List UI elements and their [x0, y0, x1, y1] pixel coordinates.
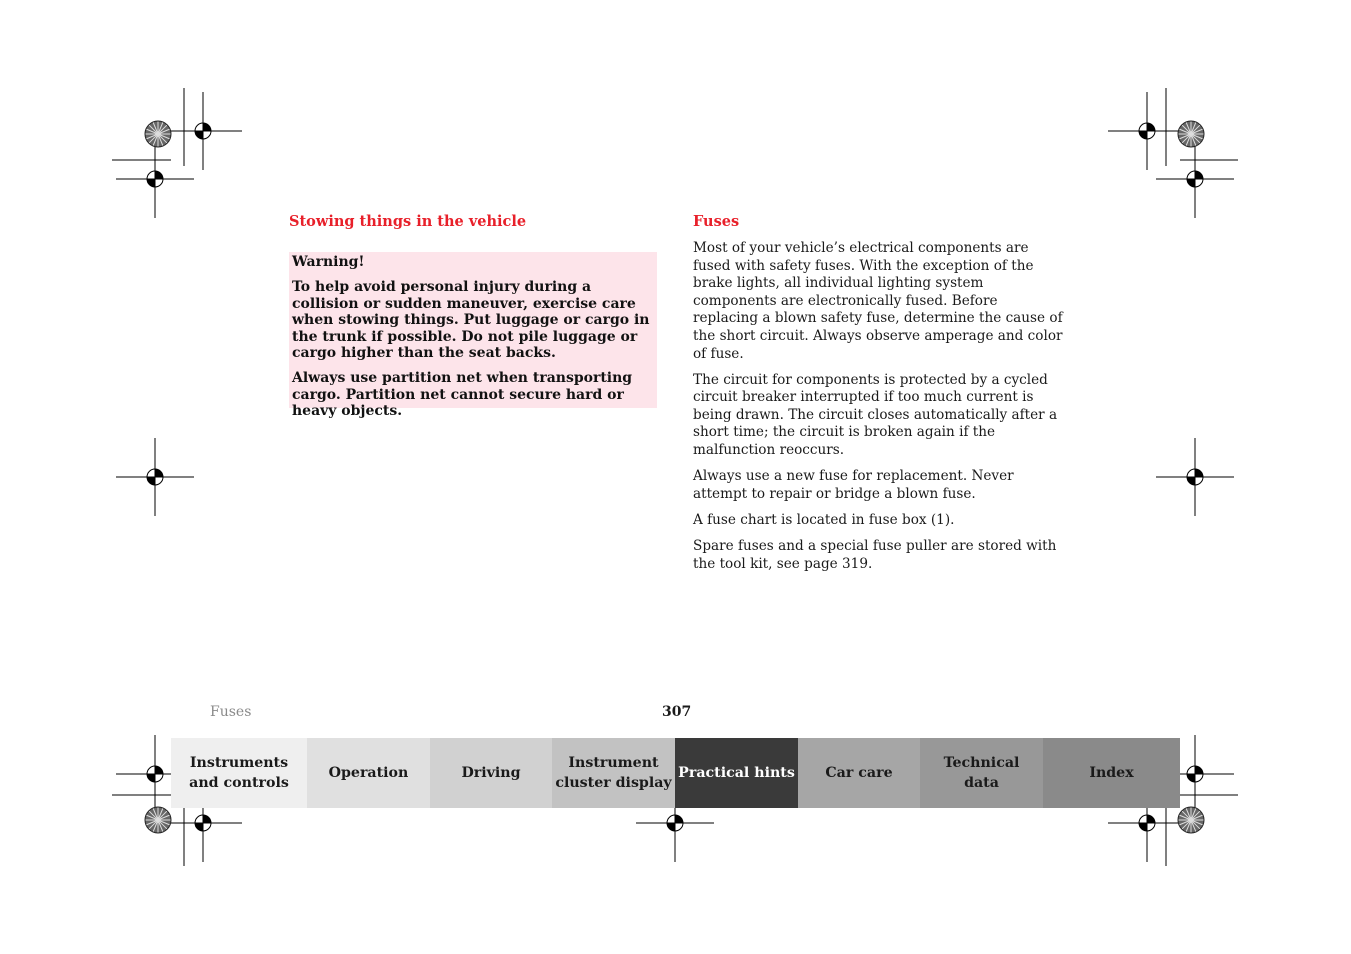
tab-technical-data[interactable]: Technical data — [920, 738, 1043, 808]
body-paragraph: Always use a new fuse for replacement. Never attempt to repair or bridge a blown fuse. — [693, 468, 1014, 502]
body-paragraph: Spare fuses and a special fuse puller are stored with the tool kit, see page 319. — [693, 537, 1057, 572]
tab-operation[interactable]: Operation — [307, 738, 430, 808]
body-paragraph: A fuse chart is located in fuse box (1). — [693, 511, 955, 528]
tab-driving[interactable]: Driving — [430, 738, 552, 808]
section-heading-fuses: Fuses — [693, 213, 740, 230]
tab-instruments-and-controls[interactable]: Instruments and controls — [171, 738, 307, 808]
tab-instrument-cluster-display[interactable]: Instrument cluster display — [552, 738, 675, 808]
chapter-tab-bar — [171, 738, 1180, 808]
section-heading-stowing: Stowing things in the vehicle — [289, 213, 527, 230]
tab-car-care[interactable]: Car care — [798, 738, 920, 808]
footer-section-title: Fuses — [210, 704, 252, 720]
body-paragraph: The circuit for components is protected by a cycled circuit breaker interrupted if too much current is being drawn. The circuit closes automatically after a short time; the circuit is broken again if the malfunction reoccurs. — [693, 371, 1058, 459]
warning-box — [289, 252, 657, 420]
warning-paragraph: To help avoid personal injury during a collision or sudden maneuver, exercise care when stowing things. Put luggage or cargo in the trunk if possible. Do not pile luggage or cargo higher than the seat backs. — [292, 279, 650, 362]
page-number: 307 — [662, 704, 692, 720]
warning-title: Warning! — [292, 254, 365, 270]
tab-practical-hints[interactable]: Practical hints — [675, 738, 798, 808]
tab-index[interactable]: Index — [1043, 738, 1180, 808]
body-paragraph: Most of your vehicle’s electrical components are fused with safety fuses. With the exception of the brake lights, all individual lighting system components are electronically fused. Before replacing a blown safety fuse, determine the cause of the short circuit. Always observe amperage and color of fuse. — [693, 240, 1063, 362]
fuses-body-text — [693, 240, 1065, 582]
warning-paragraph: Always use partition net when transporting cargo. Partition net cannot secure hard or heavy objects. — [292, 370, 633, 420]
